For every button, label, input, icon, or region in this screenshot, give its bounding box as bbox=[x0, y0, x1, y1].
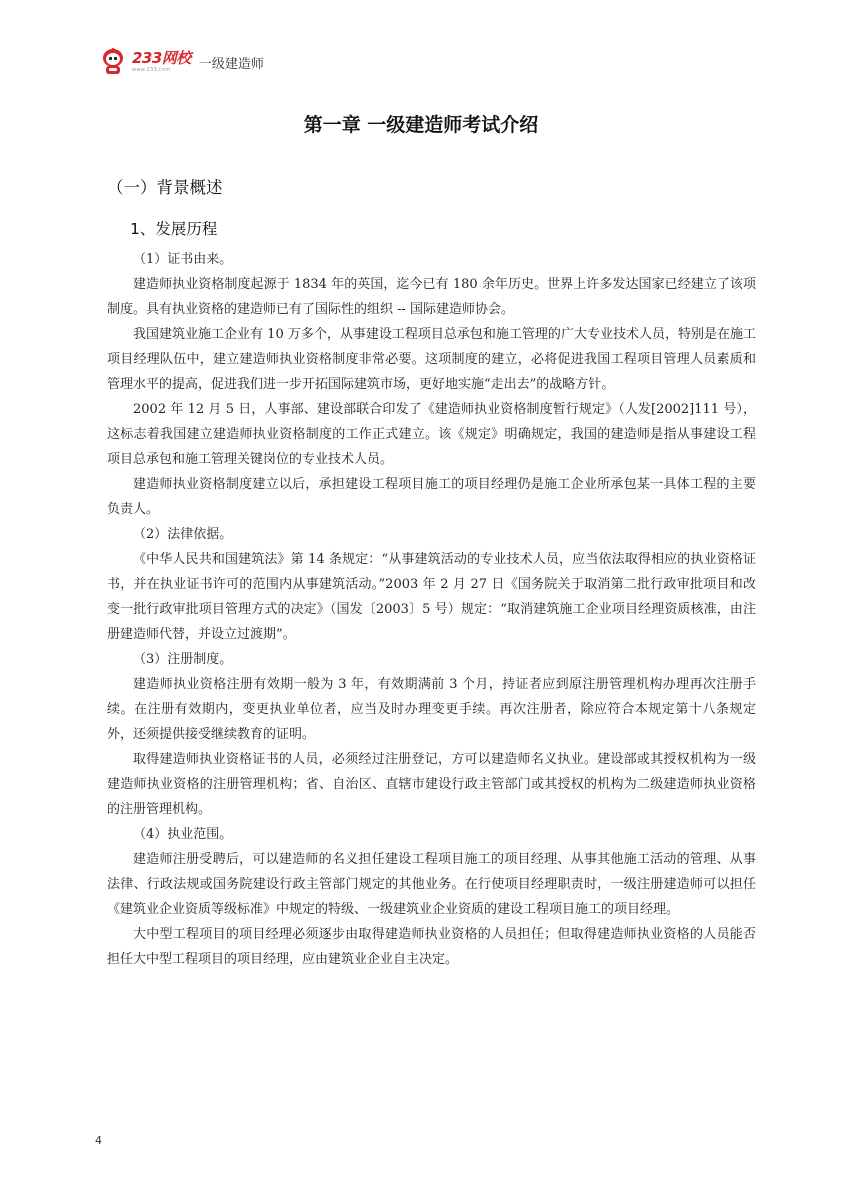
paragraph: 我国建筑业施工企业有 10 万多个，从事建设工程项目总承包和施工管理的广大专业技术人员，特别是在施工项目经理队伍中，建立建造师执业资格制度非常必要。这项制度的建立，必将促进我国工程项目管理人员素质和管理水平的提高，促进我们进一步开拓国际建筑市场，更好地实施“走出去”的战略方针。 bbox=[107, 327, 756, 392]
paragraph: （2）法律依据。 bbox=[133, 527, 233, 542]
mascot-logo-icon bbox=[100, 47, 126, 77]
paragraph: 建造师执业资格制度起源于 1834 年的英国，迄今已有 180 余年历史。世界上许多发达国家已经建立了该项制度。具有执业资格的建造师已有了国际性的组织 -- 国际建造师协会。 bbox=[107, 277, 756, 317]
paragraph: 取得建造师执业资格证书的人员，必须经过注册登记，方可以建造师名义执业。建设部或其授权机构为一级建造师执业资格的注册管理机构；省、自治区、直辖市建设行政主管部门或其授权的机构为二级建造师执业资格的注册管理机构。 bbox=[107, 752, 756, 817]
paragraph: 建造师执业资格制度建立以后，承担建设工程项目施工的项目经理仍是施工企业所承包某一具体工程的主要负责人。 bbox=[107, 477, 756, 517]
body-text bbox=[107, 247, 756, 972]
paragraph: 《中华人民共和国建筑法》第 14 条规定：“从事建筑活动的专业技术人员，应当依法取得相应的执业资格证书，并在执业证书许可的范围内从事建筑活动。”2003 年 2 月 27 日《国务院关于取消第二批行政审批项目和改变一批行政审批项目管理方式的决定》（国发〔2003〕5 号）规定：“取消建筑施工企业项目经理资质核准，由注册建造师代替，并设立过渡期”。 bbox=[107, 552, 756, 642]
page-header bbox=[100, 44, 264, 80]
header-subtitle: 一级建造师 bbox=[198, 56, 264, 72]
paragraph: 建造师注册受聘后，可以建造师的名义担任建设工程项目施工的项目经理、从事其他施工活动的管理、从事法律、行政法规或国务院建设行政主管部门规定的其他业务。在行使项目经理职责时，一级注册建造师可以担任《建筑业企业资质等级标准》中规定的特级、一级建筑业企业资质的建设工程项目施工的项目经理。 bbox=[107, 852, 756, 917]
paragraph: （4）执业范围。 bbox=[133, 827, 233, 842]
chapter-title: 第一章 一级建造师考试介绍 bbox=[303, 114, 539, 136]
paragraph: （1）证书由来。 bbox=[133, 252, 233, 267]
brand-logo bbox=[132, 51, 191, 73]
page-number: 4 bbox=[95, 1134, 102, 1147]
paragraph: 大中型工程项目的项目经理必须逐步由取得建造师执业资格的人员担任；但取得建造师执业资格的人员能否担任大中型工程项目的项目经理，应由建筑业企业自主决定。 bbox=[107, 927, 756, 967]
section-title: （一）背景概述 bbox=[107, 178, 223, 197]
paragraph: （3）注册制度。 bbox=[133, 652, 233, 667]
subsection-title: 1、发展历程 bbox=[130, 220, 218, 238]
paragraph: 2002 年 12 月 5 日，人事部、建设部联合印发了《建造师执业资格制度暂行规定》（人发[2002]111 号），这标志着我国建立建造师执业资格制度的工作正式建立。该《规定》明确规定，我国的建造师是指从事建设工程项目总承包和施工管理关键岗位的专业技术人员。 bbox=[107, 402, 756, 467]
brand-url: www.233.com bbox=[132, 67, 171, 73]
paragraph: 建造师执业资格注册有效期一般为 3 年，有效期满前 3 个月，持证者应到原注册管理机构办理再次注册手续。在注册有效期内，变更执业单位者，应当及时办理变更手续。再次注册者，除应符合本规定第十八条规定外，还须提供接受继续教育的证明。 bbox=[107, 677, 756, 742]
brand-name: 233网校 bbox=[132, 49, 191, 67]
